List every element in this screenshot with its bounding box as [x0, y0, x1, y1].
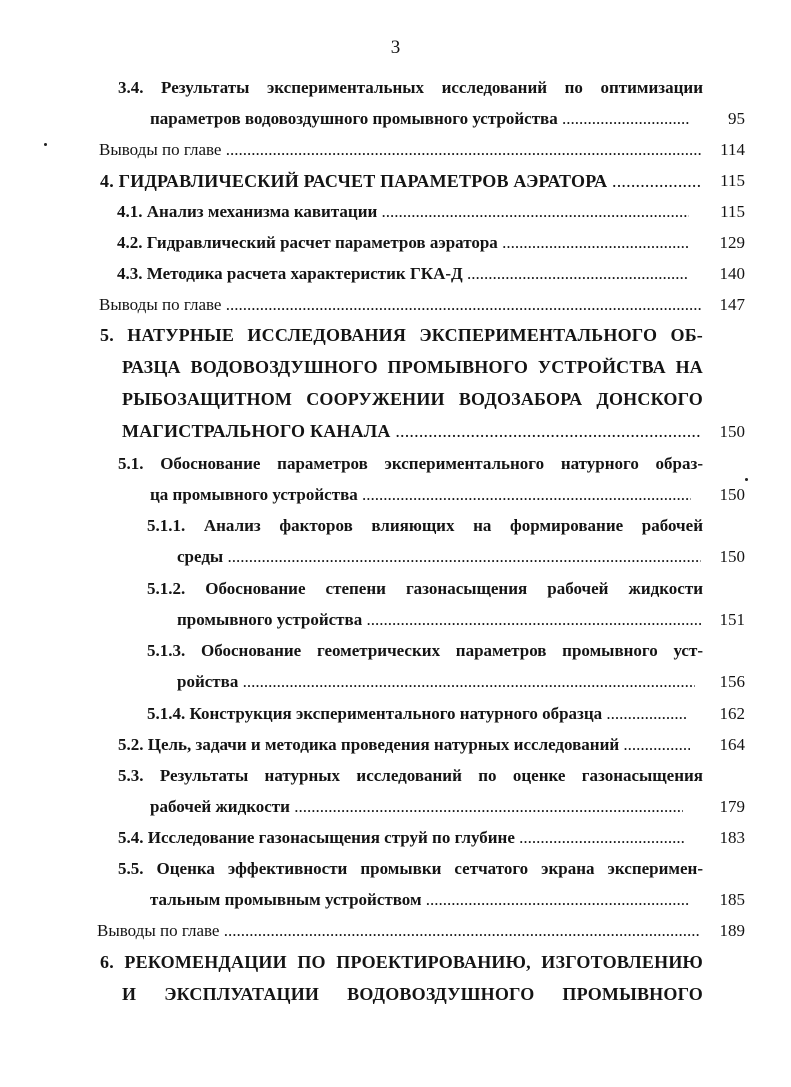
toc-entry-5-3-line-2: рабочей жидкости ..... — [150, 796, 683, 818]
toc-entry-5-4: 5.4. Исследование газонасыщения струй по глубине ..... — [118, 827, 686, 849]
toc-page-5-4: 183 — [719, 828, 745, 847]
toc-entry-5-1-1-line-2: среды ..... — [177, 546, 701, 568]
scan-speck — [745, 478, 748, 481]
toc-entry-5-1-line-2: ца промывного устройства ..... — [150, 484, 691, 506]
toc-entry-5-1-2-line-1: 5.1.2. Обоснование степени газонасыщения рабочей жидкости — [147, 579, 703, 598]
toc-entry-5-1-3-line-2: ройства ..... — [177, 671, 695, 693]
toc-page-conclusions-ch3: 114 — [720, 140, 745, 159]
toc-chapter-5-line-2: РАЗЦА ВОДОВОЗДУШНОГО ПРОМЫВНОГО УСТРОЙСТВА НА — [122, 357, 703, 377]
toc-conclusions-ch5: Выводы по главе ..... — [97, 920, 700, 942]
toc-entry-5-3-line-1: 5.3. Результаты натурных исследований по оценке газонасыщения — [118, 766, 703, 785]
toc-page-conclusions-ch5: 189 — [719, 921, 745, 940]
toc-page-5-5: 185 — [719, 890, 745, 909]
toc-page-5-3: 179 — [719, 797, 745, 816]
toc-page-chapter-5: 150 — [719, 422, 745, 441]
toc-entry-4-1: 4.1. Анализ механизма кавитации ..... — [117, 201, 689, 223]
toc-page-4-2: 129 — [719, 233, 745, 252]
toc-chapter-6-line-2: И ЭКСПЛУАТАЦИИ ВОДОВОЗДУШНОГО ПРОМЫВНОГО — [122, 984, 703, 1004]
toc-chapter-6-line-1: 6. РЕКОМЕНДАЦИИ ПО ПРОЕКТИРОВАНИЮ, ИЗГОТОВЛЕНИЮ — [100, 952, 703, 972]
toc-entry-3-4-line-1: 3.4. Результаты экспериментальных исследований по оптимизации — [118, 78, 703, 97]
toc-page-conclusions-ch4: 147 — [719, 295, 745, 314]
toc-entry-5-1-4: 5.1.4. Конструкция экспериментального натурного образца ..... — [147, 703, 687, 725]
toc-conclusions-ch3: Выводы по главе ..... — [99, 139, 702, 161]
toc-entry-5-1-1-line-1: 5.1.1. Анализ факторов влияющих на формирование рабочей — [147, 516, 703, 535]
toc-entry-5-2: 5.2. Цель, задачи и методика проведения натурных исследований ..... — [118, 734, 690, 756]
toc-conclusions-ch4: Выводы по главе ..... — [99, 294, 702, 316]
toc-page-5-1-2: 151 — [719, 610, 745, 629]
toc-entry-4-2: 4.2. Гидравлический расчет параметров аэратора ..... — [117, 232, 689, 254]
toc-chapter-4: 4. ГИДРАВЛИЧЕСКИЙ РАСЧЕТ ПАРАМЕТРОВ АЭРАТОРА ..... — [100, 170, 700, 192]
scan-speck — [44, 143, 47, 146]
toc-page-5-2: 164 — [719, 735, 745, 754]
toc-entry-5-5-line-2: тальным промывным устройством ..... — [150, 889, 690, 911]
toc-page-4-1: 115 — [720, 202, 745, 221]
toc-page-5-1-3: 156 — [719, 672, 745, 691]
toc-entry-5-1-2-line-2: промывного устройства ..... — [177, 609, 701, 631]
toc-page-chapter-4: 115 — [720, 171, 745, 190]
toc-entry-5-1-3-line-1: 5.1.3. Обоснование геометрических параметров промывного уст- — [147, 641, 703, 660]
toc-chapter-5-line-1: 5. НАТУРНЫЕ ИССЛЕДОВАНИЯ ЭКСПЕРИМЕНТАЛЬНОГО ОБ- — [100, 325, 703, 345]
toc-entry-3-4-line-2: параметров водовоздушного промывного устройства ..... — [150, 108, 690, 130]
page-number: 3 — [390, 37, 401, 58]
toc-entry-4-3: 4.3. Методика расчета характеристик ГКА-Д ..... — [117, 263, 689, 285]
toc-page-3-4: 95 — [728, 109, 745, 128]
toc-entry-5-5-line-1: 5.5. Оценка эффективности промывки сетчатого экрана эксперимен- — [118, 859, 703, 878]
toc-page-4-3: 140 — [719, 264, 745, 283]
toc-page-5-1-1: 150 — [719, 547, 745, 566]
toc-chapter-5-line-3: РЫБОЗАЩИТНОМ СООРУЖЕНИИ ВОДОЗАБОРА ДОНСКОГО — [122, 389, 703, 409]
toc-page-5-1: 150 — [719, 485, 745, 504]
toc-entry-5-1-line-1: 5.1. Обоснование параметров экспериментального натурного образ- — [118, 454, 703, 473]
toc-page-5-1-4: 162 — [719, 704, 745, 723]
toc-chapter-5-line-4: МАГИСТРАЛЬНОГО КАНАЛА ..... — [122, 420, 700, 442]
